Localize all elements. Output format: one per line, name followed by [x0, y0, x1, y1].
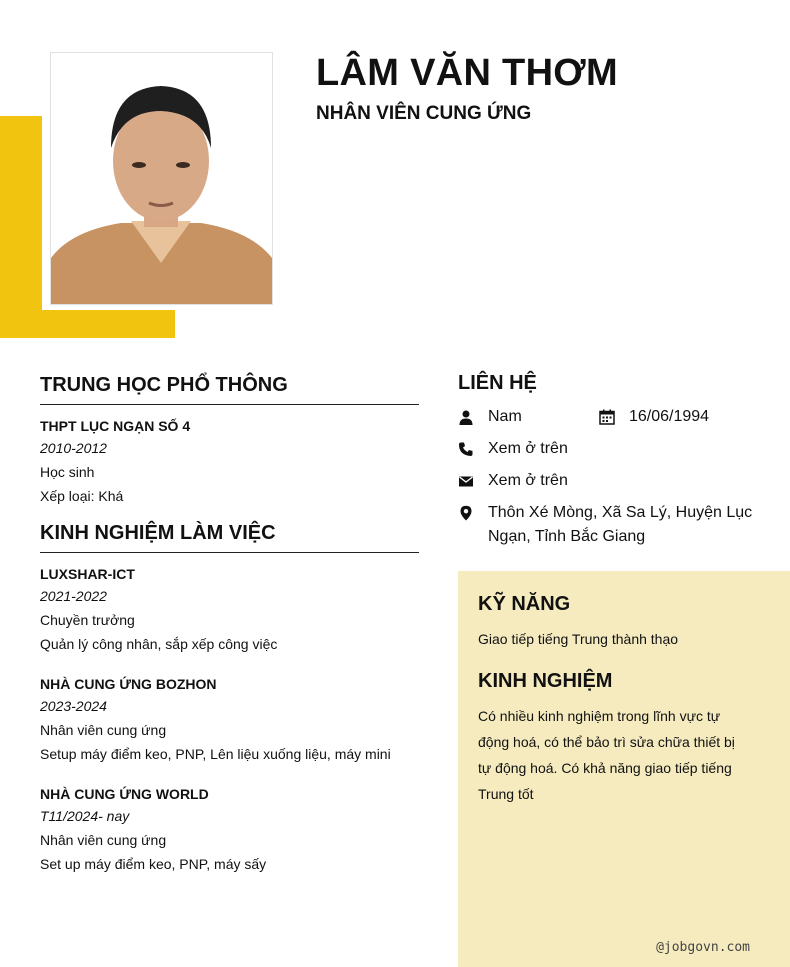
contact-phone: Xem ở trên	[488, 440, 568, 457]
candidate-name: LÂM VĂN THƠM	[316, 52, 618, 94]
education-period: 2010-2012	[40, 440, 107, 456]
experience-company: NHÀ CUNG ỨNG BOZHON	[40, 676, 217, 692]
experience-company: NHÀ CUNG ỨNG WORLD	[40, 786, 209, 802]
skills-title: KỸ NĂNG	[478, 593, 571, 615]
skills-panel	[458, 571, 790, 967]
experience-entry	[40, 566, 419, 652]
phone-icon	[458, 441, 474, 457]
contact-section	[458, 372, 790, 557]
left-column	[40, 374, 419, 872]
experience-company: LUXSHAR-ICT	[40, 566, 135, 582]
contact-phone-row	[458, 437, 790, 461]
candidate-position: NHÂN VIÊN CUNG ỨNG	[316, 103, 532, 124]
location-icon	[458, 505, 474, 521]
education-school: THPT LỤC NGẠN SỐ 4	[40, 418, 191, 434]
experience-entry	[40, 676, 419, 762]
experience-title: KINH NGHIỆM LÀM VIỆC	[40, 522, 419, 553]
education-role: Học sinh	[40, 464, 95, 480]
experience-entry	[40, 786, 419, 872]
education-note: Xếp loại: Khá	[40, 488, 124, 504]
skills-experience-text: Có nhiều kinh nghiệm trong lĩnh vực tự động hoá, có thể bảo trì sửa chữa thiết bị tự động hoá. Có khả năng giao tiếp tiếng Trung tốt	[478, 708, 735, 802]
contact-gender-row	[458, 405, 790, 429]
contact-title: LIÊN HỆ	[458, 372, 537, 394]
education-entry	[40, 418, 419, 504]
education-title: TRUNG HỌC PHỔ THÔNG	[40, 374, 419, 405]
experience-desc: Setup máy điểm keo, PNP, Lên liệu xuống liệu, máy mini	[40, 746, 391, 762]
envelope-icon	[458, 473, 474, 489]
contact-email-row	[458, 469, 790, 493]
contact-address-row	[458, 501, 790, 549]
skills-text: Giao tiếp tiếng Trung thành thạo	[478, 631, 679, 647]
contact-address: Thôn Xé Mòng, Xã Sa Lý, Huyện Lục Ngạn, Tỉnh Bắc Giang	[488, 504, 753, 545]
accent-bar	[0, 310, 175, 338]
experience-section	[40, 522, 419, 872]
accent-block	[0, 116, 42, 338]
watermark: @jobgovn.com	[656, 940, 750, 955]
contact-gender: Nam	[488, 408, 522, 425]
experience-period: T11/2024- nay	[40, 808, 130, 824]
calendar-icon	[599, 409, 615, 425]
person-icon	[458, 409, 474, 425]
experience-role: Nhân viên cung ứng	[40, 832, 167, 848]
contact-dob: 16/06/1994	[629, 408, 710, 425]
experience-role: Nhân viên cung ứng	[40, 722, 167, 738]
profile-photo-graphic	[51, 53, 272, 304]
skills-experience-title: KINH NGHIỆM	[478, 670, 613, 692]
profile-photo	[50, 52, 273, 305]
education-section	[40, 374, 419, 504]
experience-desc: Set up máy điểm keo, PNP, máy sấy	[40, 856, 267, 872]
contact-email: Xem ở trên	[488, 472, 568, 489]
experience-role: Chuyền trưởng	[40, 612, 135, 628]
experience-period: 2023-2024	[40, 698, 107, 714]
experience-period: 2021-2022	[40, 588, 107, 604]
contact-dob-row	[599, 405, 709, 429]
experience-desc: Quản lý công nhân, sắp xếp công việc	[40, 636, 278, 652]
